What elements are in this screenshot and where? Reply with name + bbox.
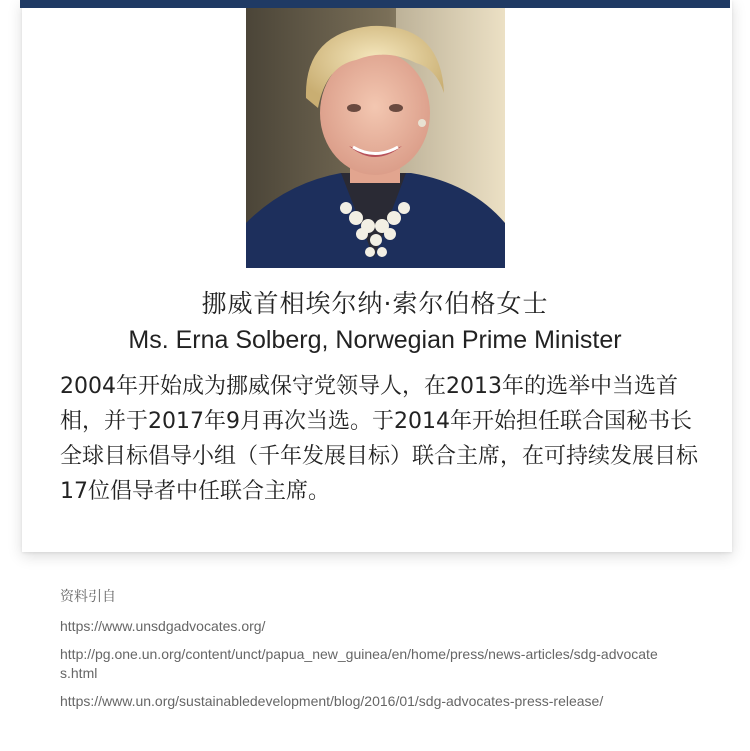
reference-link-pg-one-un[interactable]: http://pg.one.un.org/content/unct/papua_new_guinea/en/home/press/news-articles/sdg-advocates.html [60,646,658,681]
accent-bar [20,0,730,8]
profile-name-english: Ms. Erna Solberg, Norwegian Prime Minister [128,326,622,354]
profile-photo [246,8,505,268]
references-title: 资料引自 [60,588,116,604]
reference-link-unsdgadvocates[interactable]: https://www.unsdgadvocates.org/ [60,618,266,634]
references-section [60,586,680,720]
portrait-image [246,8,505,268]
reference-link-un-sustainabledevelopment[interactable]: https://www.un.org/sustainabledevelopment/blog/2016/01/sdg-advocates-press-release/ [60,693,604,709]
profile-name-chinese: 挪威首相埃尔纳·索尔伯格女士 [201,289,549,318]
profile-biography: 2004年开始成为挪威保守党领导人，在2013年的选举中当选首相，并于2017年9月再次当选。于2014年开始担任联合国秘书长全球目标倡导小组（千年发展目标）联合主席，在可持续发展目标17位倡导者中任联合主席。 [60,374,699,504]
